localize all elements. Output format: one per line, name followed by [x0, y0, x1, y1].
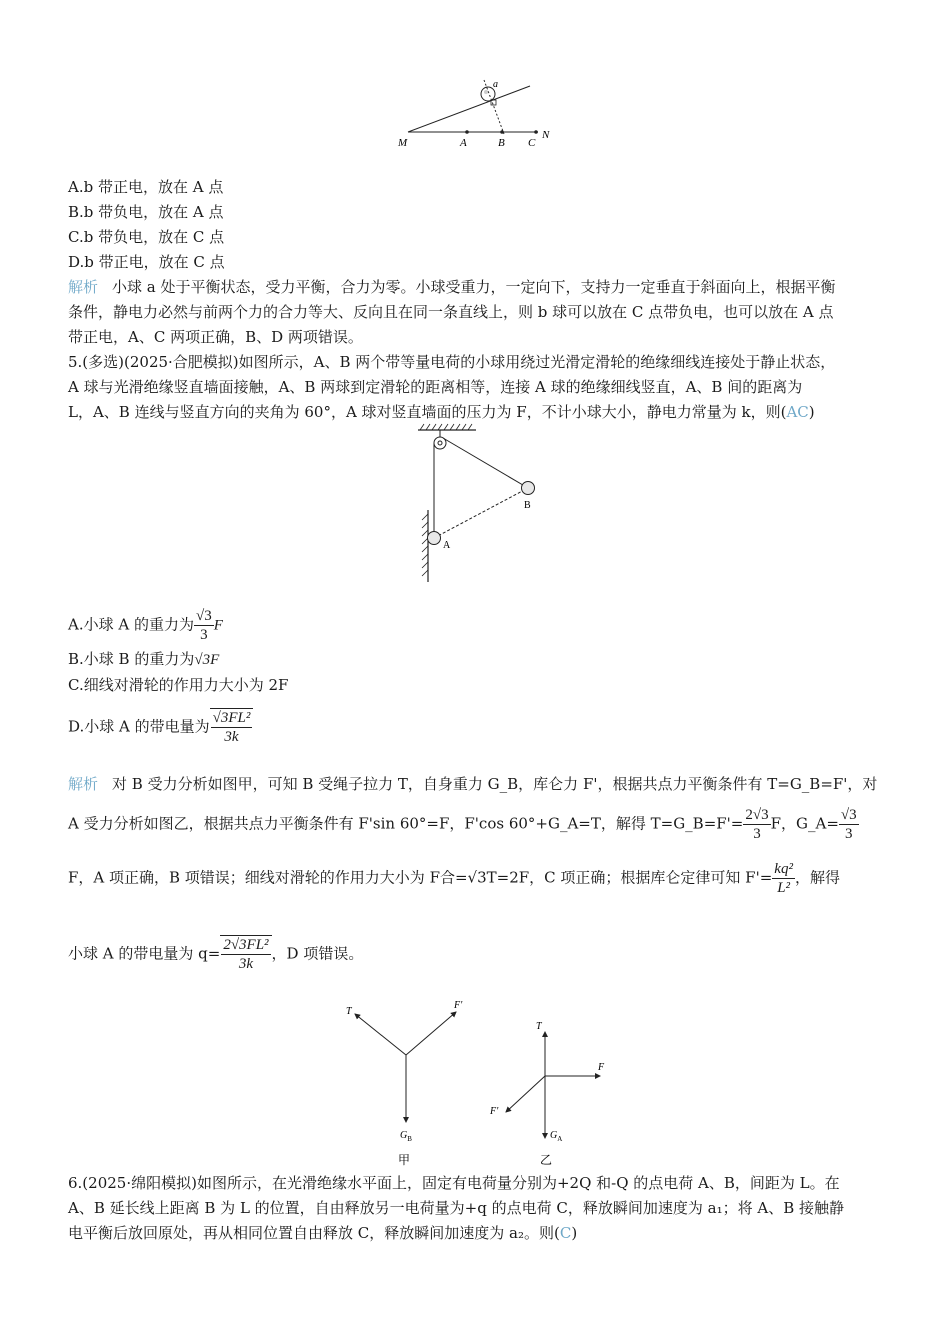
q5-option-d: D.小球 A 的带电量为 $\frac{\text{√3FL²}}{3k}$ — [68, 708, 253, 746]
yi-label-G: $G_A$ — [550, 1130, 563, 1143]
q5-analysis-line-2: A 受力分析如图乙，根据共点力平衡条件有 F'sin 60°=F，F'cos 60°+G_A=T，解得 T=G_B=F'= $\frac{2√3}{3}$ F，G_A= $\frac{√3}{3}$ — [68, 807, 857, 842]
caption-yi: 乙 — [540, 1153, 553, 1167]
yi-label-T: T — [536, 1021, 542, 1032]
q5-option-b: B.小球 B 的重力为√3F — [68, 650, 220, 668]
q5-stem-line-3: L，A、B 连线与竖直方向的夹角为 60°，A 球对竖直墙面的压力为 F，不计小球大小，静电力常量为 k，则(AC) — [68, 403, 815, 421]
yi-label-F: F — [598, 1062, 605, 1073]
jia-label-F-prime: F' — [454, 1000, 463, 1011]
q4-analysis-line-1: 解析 小球 a 处于平衡状态，受力平衡，合力为零。小球受重力，一定向下，支持力一定垂直于斜面向上，根据平衡 — [68, 278, 836, 296]
analysis-tag: 解析 — [68, 278, 99, 296]
q6-stem-line-3: 电平衡后放回原处，再从相同位置自由释放 C，释放瞬间加速度为 a₂。则(C) — [68, 1224, 578, 1242]
q4-option-c: C.b 带负电，放在 C 点 — [68, 228, 225, 246]
jia-label-G: $G_B$ — [400, 1130, 412, 1143]
jia-label-T: T — [346, 1006, 352, 1017]
label-ball-A: A — [443, 540, 451, 551]
label-N: N — [542, 129, 550, 141]
label-B: B — [498, 137, 505, 149]
q6-answer: C — [559, 1224, 572, 1242]
q5-option-c: C.细线对滑轮的作用力大小为 2F — [68, 676, 289, 694]
q5-stem-line-2: A 球与光滑绝缘竖直墙面接触，A、B 两球到定滑轮的距离相等，连接 A 球的绝缘细线竖直，A、B 间的距离为 — [68, 378, 803, 396]
caption-jia: 甲 — [398, 1153, 411, 1167]
q5-answer: AC — [786, 403, 809, 421]
q5-analysis-line-3: F，A 项正确，B 项错误；细线对滑轮的作用力大小为 F合=√3T=2F，C 项正确；根据库仑定律可知 F'= $\frac{\text{kq²}}{\text{L²}}$ ，解得 — [68, 861, 840, 896]
yi-label-F-prime: F' — [490, 1106, 499, 1117]
label-A: A — [460, 137, 467, 149]
q5-stem-line-1: 5.(多选)(2025·合肥模拟)如图所示，A、B 两个带等量电荷的小球用绕过光滑定滑轮的绝缘细线连接处于静止状态， — [68, 353, 836, 371]
q5-analysis-line-4: 小球 A 的带电量为 q= $\frac{\text{2√3FL²}}{3k}$ ，D 项错误。 — [68, 937, 364, 972]
q5-option-a: A.小球 A 的重力为 $\frac{√3}{3}$ F — [68, 608, 223, 643]
label-a: a — [493, 79, 498, 90]
q4-option-b: B.b 带负电，放在 A 点 — [68, 203, 224, 221]
pulley-figure — [410, 422, 550, 584]
analysis-tag: 解析 — [68, 775, 99, 793]
incline-figure — [390, 74, 560, 154]
q5-analysis-line-1: 解析 对 B 受力分析如图甲，可知 B 受绳子拉力 T，自身重力 G_B，库仑力 F'，根据共点力平衡条件有 T=G_B=F'，对 — [68, 775, 878, 793]
label-ball-B: B — [524, 500, 531, 511]
label-C: C — [528, 137, 536, 149]
q4-option-a: A.b 带正电，放在 A 点 — [68, 178, 224, 196]
q6-stem-line-1: 6.(2025·绵阳模拟)如图所示，在光滑绝缘水平面上，固定有电荷量分别为+2Q 和-Q 的点电荷 A、B，间距为 L。在 — [68, 1174, 840, 1192]
q6-stem-line-2: A、B 延长线上距离 B 为 L 的位置，自由释放另一电荷量为+q 的点电荷 C，释放瞬间加速度为 a₁；将 A、B 接触静 — [68, 1199, 844, 1217]
q4-option-d: D.b 带正电，放在 C 点 — [68, 253, 225, 271]
force-diagrams — [330, 992, 630, 1172]
q4-analysis-line-2: 条件，静电力必然与前两个力的合力等大、反向且在同一条直线上，则 b 球可以放在 C 点带负电，也可以放在 A 点 — [68, 303, 834, 321]
label-M: M — [398, 137, 408, 149]
q4-analysis-line-3: 带正电，A、C 两项正确，B、D 两项错误。 — [68, 328, 363, 346]
